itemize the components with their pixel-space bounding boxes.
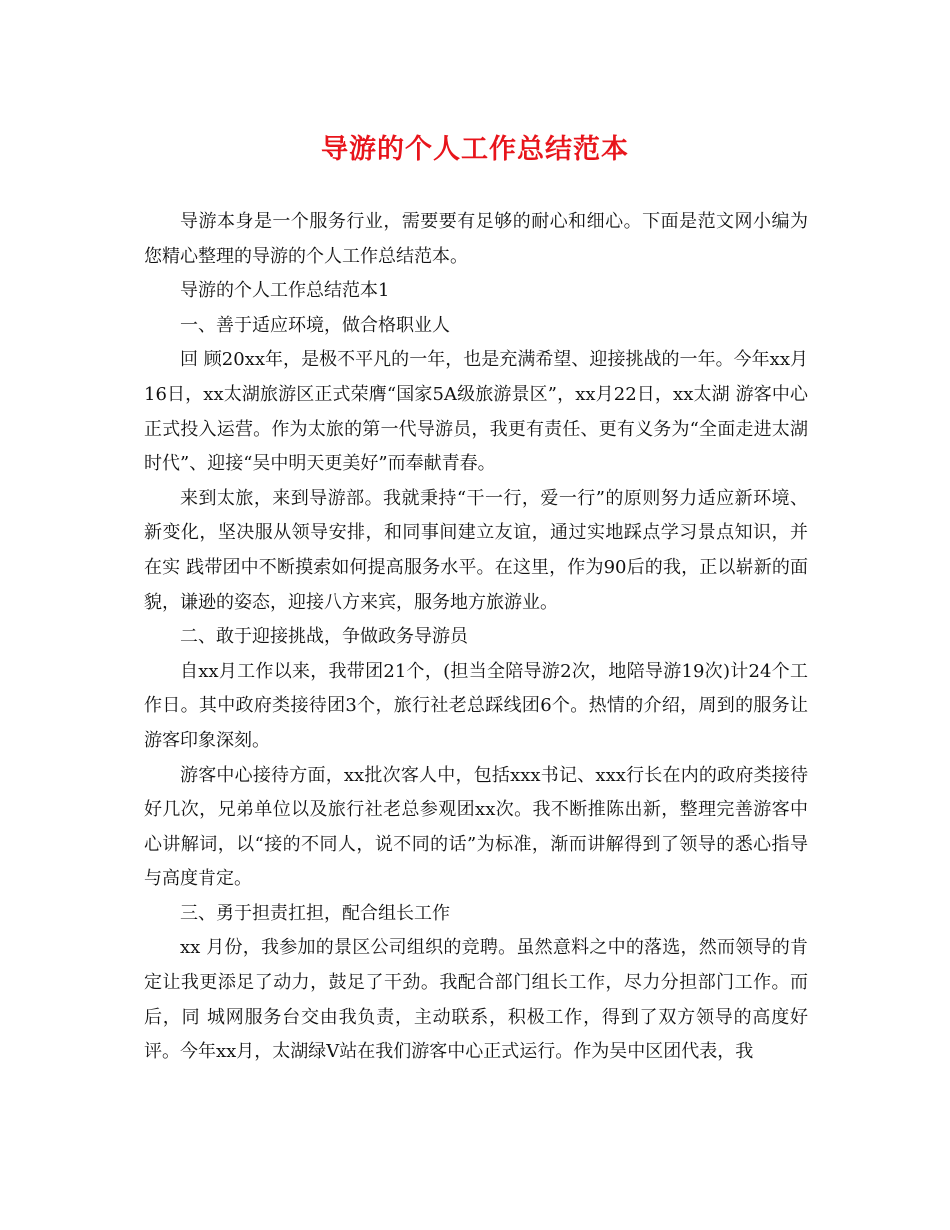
section-heading-1: 一、善于适应环境，做合格职业人	[180, 314, 450, 336]
paragraph-intro: 导游本身是一个服务行业，需要要有足够的耐心和细心。下面是范文网小编为您精心整理的导游的个人工作总结范本。	[144, 211, 808, 267]
paragraph: 来到太旅，来到导游部。我就秉持“干一行，爱一行”的原则努力适应新环境、新变化，坚决服从领导安排，和同事间建立友谊，通过实地踩点学习景点知识，并在实 践带团中不断摸索如何提高服务水平。在这里，作为90后的我，正以崭新的面貌，谦逊的姿态，迎接八方来宾，服务地方旅游业。	[144, 487, 808, 613]
paragraph: 回 顾20xx年，是极不平凡的一年，也是充满希望、迎接挑战的一年。今年xx月16日，xx太湖旅游区正式荣膺“国家5A级旅游景区”，xx月22日，xx太湖 游客中心正式投入运营。作为太旅的第一代导游员，我更有责任、更有义务为“全面走进太湖时代”、迎接“吴中明天更美好”而奉献青春。	[144, 349, 808, 475]
paragraph-sample-heading: 导游的个人工作总结范本1	[180, 280, 390, 302]
document-title: 导游的个人工作总结范本	[321, 134, 629, 165]
paragraph: 自xx月工作以来，我带团21个，(担当全陪导游2次，地陪导游19次)计24个工作日。其中政府类接待团3个，旅行社老总踩线团6个。热情的介绍，周到的服务让游客印象深刻。	[144, 660, 808, 751]
paragraph: xx 月份，我参加的景区公司组织的竞聘。虽然意料之中的落选，然而领导的肯定让我更添足了动力，鼓足了干劲。我配合部门组长工作，尽力分担部门工作。而后，同 城网服务台交由我负责，主动联系，积极工作，得到了双方领导的高度好评。今年xx月，太湖绿V站在我们游客中心正式运行。作为吴中区团代表，我	[144, 937, 808, 1063]
section-heading-2: 二、敢于迎接挑战，争做政务导游员	[180, 626, 468, 648]
section-heading-3: 三、勇于担责扛担，配合组长工作	[180, 902, 450, 924]
document-body	[144, 205, 808, 1070]
paragraph: 游客中心接待方面，xx批次客人中，包括xxx书记、xxx行长在内的政府类接待好几次，兄弟单位以及旅行社老总参观团xx次。我不断推陈出新，整理完善游客中心讲解词，以“接的不同人，说不同的话”为标准，渐而讲解得到了领导的悉心指导与高度肯定。	[144, 764, 808, 890]
